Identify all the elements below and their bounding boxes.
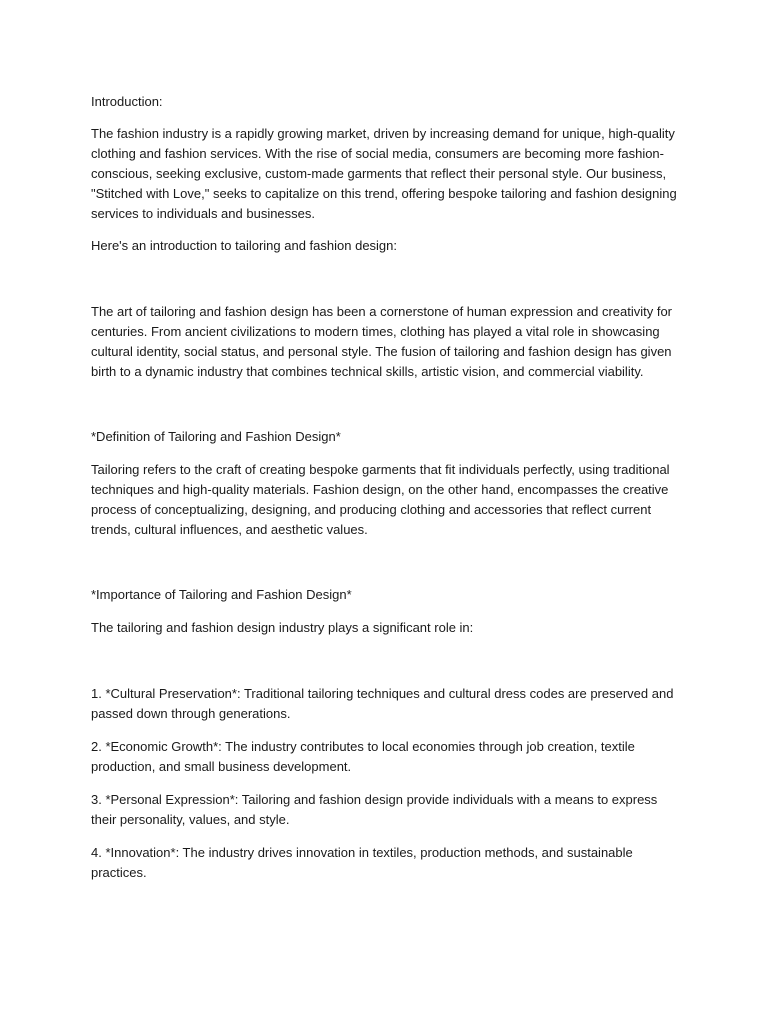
- definition-heading: *Definition of Tailoring and Fashion Design*: [91, 429, 341, 444]
- intro-paragraph: The fashion industry is a rapidly growing market, driven by increasing demand for unique, high-quality clothing and fashion services. With the rise of social media, consumers are becoming more fashion-conscious, seeking exclusive, custom-made garments that reflect their personal style. Our business, "Stitched with Love," seeks to capitalize on this trend, offering bespoke tailoring and fashion designing services to individuals and businesses.: [91, 126, 677, 221]
- list-item: 2. *Economic Growth*: The industry contributes to local economies through job creation, textile production, and small business development.: [91, 739, 635, 774]
- list-item: 3. *Personal Expression*: Tailoring and fashion design provide individuals with a means to express their personality, values, and style.: [91, 792, 658, 827]
- introduction-heading: Introduction:: [91, 94, 163, 109]
- importance-heading: *Importance of Tailoring and Fashion Design*: [91, 587, 352, 602]
- lead-in-text: Here's an introduction to tailoring and fashion design:: [91, 238, 398, 253]
- document-body: [91, 92, 681, 883]
- art-paragraph: The art of tailoring and fashion design has been a cornerstone of human expression and creativity for centuries. From ancient civilizations to modern times, clothing has played a vital role in showcasing cultural identity, social status, and personal style. The fusion of tailoring and fashion design has given birth to a dynamic industry that combines technical skills, artistic vision, and commercial viability.: [91, 304, 673, 379]
- list-item: 1. *Cultural Preservation*: Traditional tailoring techniques and cultural dress codes are preserved and passed down through generations.: [91, 686, 674, 721]
- importance-lead: The tailoring and fashion design industry plays a significant role in:: [91, 620, 474, 635]
- list-item: 4. *Innovation*: The industry drives innovation in textiles, production methods, and sustainable practices.: [91, 845, 633, 880]
- definition-paragraph: Tailoring refers to the craft of creating bespoke garments that fit individuals perfectly, using traditional techniques and high-quality materials. Fashion design, on the other hand, encompasses the creative process of conceptualizing, designing, and producing clothing and accessories that reflect current trends, cultural influences, and aesthetic values.: [91, 462, 670, 537]
